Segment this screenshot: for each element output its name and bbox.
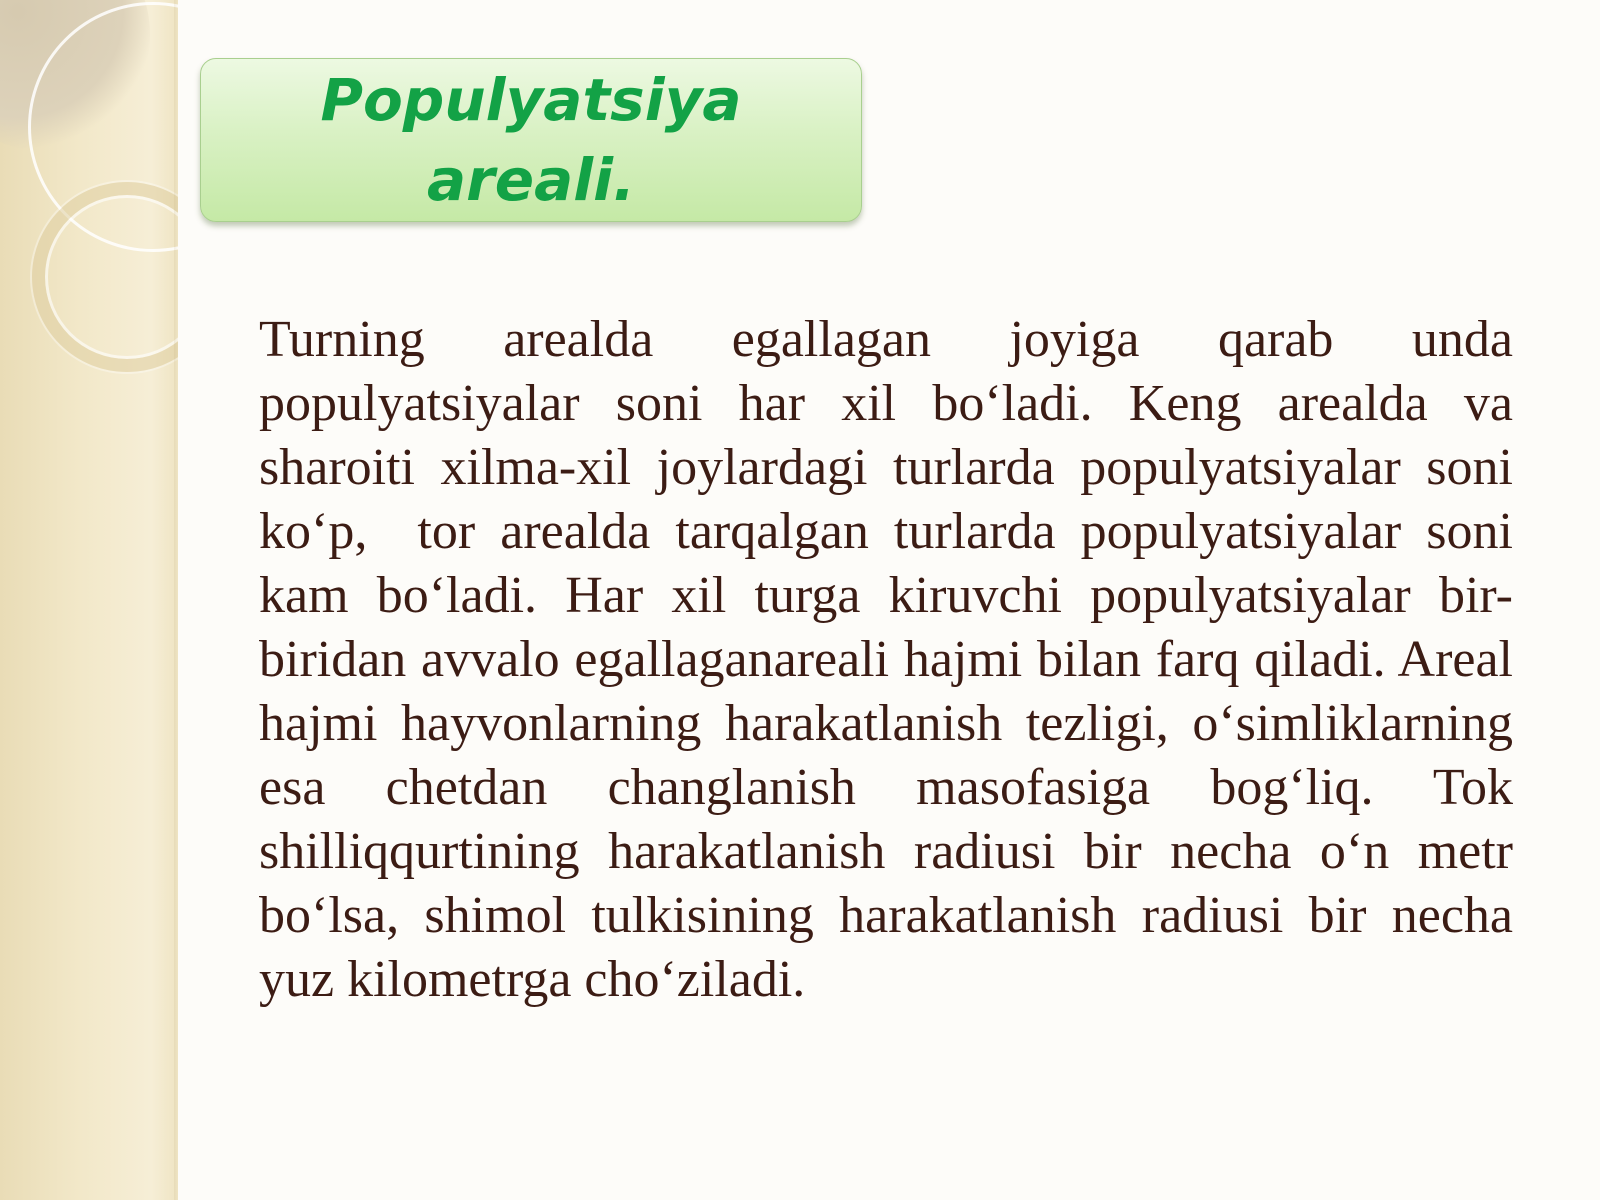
title-box [200,58,862,222]
slide-title: Populyatsiya areali. [320,66,742,214]
slide-body-text: Turning arealda egallagan joyiga qarab unda populyatsiyalar soni har xil bo‘ladi. Keng arealda va sharoiti xilma-xil joylardagi turlarda populyatsiyalar soni ko‘p, tor arealda tarqalgan turlarda populyatsiyalar soni kam bo‘ladi. Har xil turga kiruvchi populyatsiyalar bir-biridan avvalo egallaganareali hajmi bilan farq qiladi. Areal hajmi hayvonlarning harakatlanish tezligi, o‘simliklarning esa chetdan changlanish masofasiga bog‘liq. Tok shilliqqurtining harakatlanish radiusi bir necha o‘n metr bo‘lsa, shimol tulkisining harakatlanish radiusi bir necha yuz kilometrga cho‘ziladi. [259,311,1526,1008]
decorative-ring-small [32,182,178,372]
decorative-side-band [0,0,178,1200]
